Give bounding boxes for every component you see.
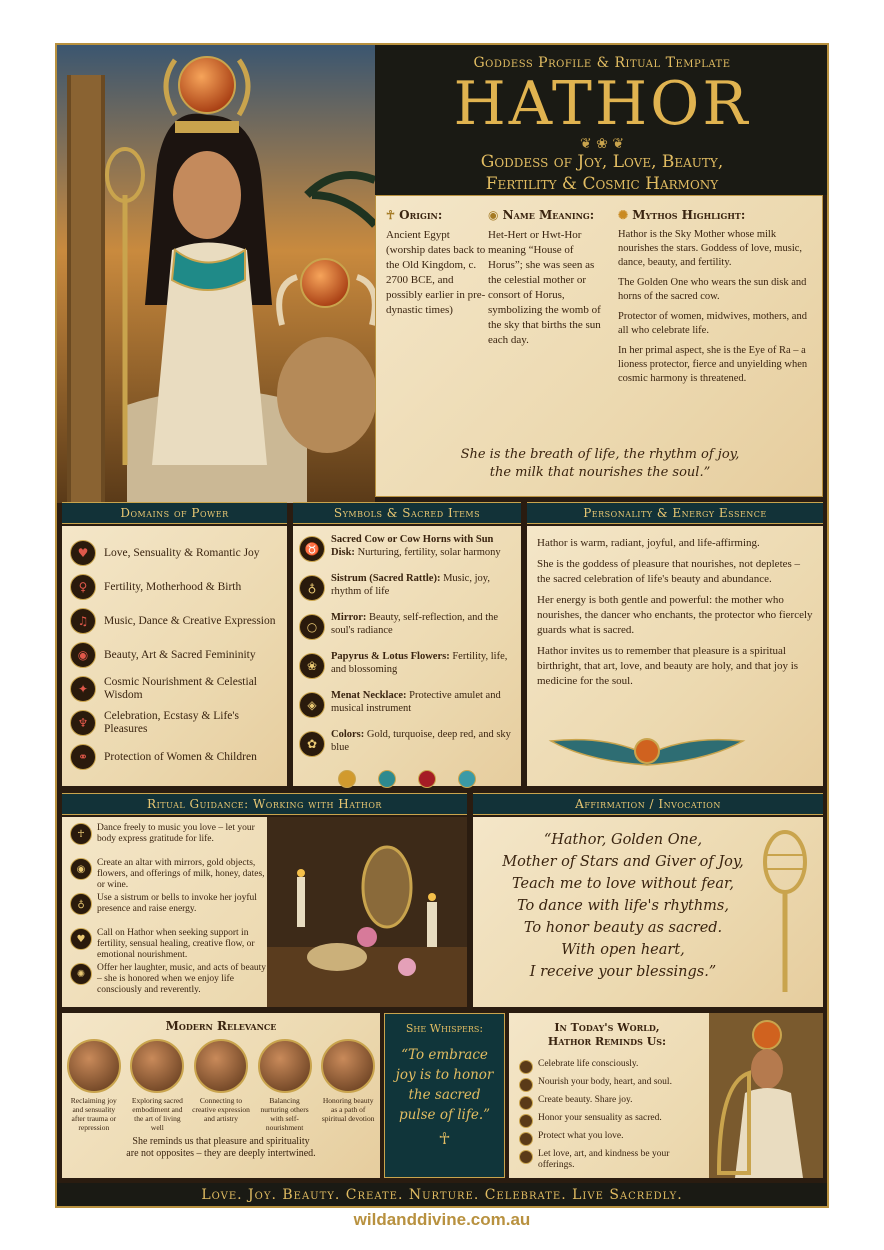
ritual-text: Offer her laughter, music, and acts of beauty – she is honored when we enjoy life consciously and reverently. xyxy=(97,963,267,995)
ritual-icon: ♥ xyxy=(70,928,92,950)
symbol-icon: ❀ xyxy=(299,653,325,679)
domains-list xyxy=(70,536,279,774)
bullet-icon xyxy=(519,1060,533,1074)
personality-paragraph: She is the goddess of pleasure that nourishes, not depletes – the sacred celebration of life's beauty and abundance. xyxy=(537,558,801,585)
color-swatch xyxy=(338,770,356,788)
symbol-item xyxy=(299,690,515,729)
affirmation-line: To honor beauty as sacred. xyxy=(523,920,723,936)
color-swatches xyxy=(299,770,515,788)
modern-image xyxy=(258,1039,312,1093)
domain-label: Music, Dance & Creative Expression xyxy=(104,614,276,627)
ankh-icon: ☥ xyxy=(386,208,395,222)
ankh-icon: ☥ xyxy=(438,1129,451,1148)
affirmation-line: With open heart, xyxy=(561,942,685,958)
ritual-text: Use a sistrum or bells to invoke her joyful presence and raise energy. xyxy=(97,893,257,914)
ritual-list-wrap xyxy=(70,823,270,998)
whispers-text xyxy=(385,1045,504,1125)
whisper-line: the sacred xyxy=(408,1087,481,1103)
domain-item xyxy=(70,672,279,706)
bullet-icon xyxy=(519,1096,533,1110)
whispers-heading: She Whispers: xyxy=(405,1022,484,1035)
modern-heading: Modern Relevance xyxy=(165,1019,277,1033)
modern-image xyxy=(194,1039,248,1093)
motto-band: Love. Joy. Beauty. Create. Nurture. Celebrate. Live Sacredly. xyxy=(57,1183,827,1208)
mythos-label: Mythos Highlight: xyxy=(632,208,746,222)
reminds-item xyxy=(519,1113,704,1129)
ritual-icon: ✺ xyxy=(70,963,92,985)
quote-line-1: She is the breath of life, the rhythm of joy, xyxy=(460,447,740,462)
domain-icon: ⚭ xyxy=(70,744,96,770)
name-block xyxy=(488,208,608,348)
ritual-item xyxy=(70,858,270,893)
symbol-title: Sacred Cow or Cow Horns with Sun Disk: xyxy=(331,534,494,558)
ritual-item xyxy=(70,823,270,858)
reminds-item xyxy=(519,1077,704,1093)
mythos-block xyxy=(618,208,816,392)
ritual-text: Create an altar with mirrors, gold objects, flowers, and offerings of milk, honey, dates, or wine. xyxy=(97,858,265,890)
domain-item xyxy=(70,604,279,638)
domain-icon: ◉ xyxy=(70,642,96,668)
domain-item xyxy=(70,740,279,774)
modern-items xyxy=(62,1039,380,1132)
ritual-text: Dance freely to music you love – let your body express gratitude for life. xyxy=(97,823,255,844)
reminds-text: Honor your sensuality as sacred. xyxy=(538,1113,662,1123)
domain-icon: ♆ xyxy=(70,710,96,736)
modern-caption: Exploring sacred embodiment and the art of living well xyxy=(131,1096,183,1132)
modern-image xyxy=(321,1039,375,1093)
mythos-heading xyxy=(618,208,816,222)
ritual-icon: ☥ xyxy=(70,823,92,845)
symbol-item xyxy=(299,729,515,768)
mythos-paragraph: Protector of women, midwives, mothers, and all who celebrate life. xyxy=(618,311,807,336)
domain-item xyxy=(70,570,279,604)
domain-label: Protection of Women & Children xyxy=(104,750,257,763)
symbol-text xyxy=(331,573,515,598)
eye-of-horus-icon: ◉ xyxy=(488,208,499,222)
modern-image xyxy=(67,1039,121,1093)
mythos-paragraph: Hathor is the Sky Mother whose milk nourishes the stars. Goddess of love, music, dance, beauty, and fertility. xyxy=(618,229,803,268)
domain-label: Cosmic Nourishment & Celestial Wisdom xyxy=(104,676,257,701)
domain-label: Fertility, Motherhood & Birth xyxy=(104,580,242,593)
bullet-icon xyxy=(519,1078,533,1092)
bullet-icon xyxy=(519,1150,533,1164)
symbol-text xyxy=(331,729,515,754)
personality-text xyxy=(537,536,813,689)
affirmation-line: “Hathor, Golden One, xyxy=(543,832,703,848)
domain-item xyxy=(70,638,279,672)
symbol-item xyxy=(299,534,515,573)
symbol-desc: Beauty, self-reflection, and the soul's radiance xyxy=(331,612,499,636)
domain-label: Celebration, Ecstasy & Life's Pleasures xyxy=(104,710,239,735)
symbol-text xyxy=(331,690,515,715)
modern-closing-2: are not opposites – they are deeply intertwined. xyxy=(126,1148,316,1159)
modern-caption: Honoring beauty as a path of spiritual devotion xyxy=(321,1096,375,1123)
symbol-desc: Nurturing, fertility, solar harmony xyxy=(357,546,501,558)
ritual-item xyxy=(70,963,270,998)
modern-item xyxy=(65,1039,123,1132)
symbol-title: Colors: xyxy=(331,729,365,740)
symbols-heading: Symbols & Sacred Items xyxy=(293,502,521,524)
ritual-icon: ♁ xyxy=(70,893,92,915)
personality-panel xyxy=(527,526,823,786)
symbol-title: Menat Necklace: xyxy=(331,690,407,701)
modern-item xyxy=(256,1039,314,1132)
mythos-paragraph: In her primal aspect, she is the Eye of Ra – a lioness protector, fierce and unyielding when cosmic harmony is threatened. xyxy=(618,345,808,384)
modern-panel xyxy=(62,1013,380,1178)
page-title: HATHOR xyxy=(453,69,751,139)
symbols-panel xyxy=(293,526,521,786)
symbol-desc: Fertility, life, and blossoming xyxy=(331,651,508,675)
domain-item xyxy=(70,706,279,740)
reminds-text: Let love, art, and kindness be your offerings. xyxy=(538,1149,670,1170)
symbol-text xyxy=(331,534,515,559)
color-swatch xyxy=(378,770,396,788)
modern-caption: Connecting to creative expression and artistry xyxy=(192,1096,250,1123)
symbol-desc: Protective amulet and musical instrument xyxy=(331,690,501,714)
affirmation-line: Mother of Stars and Giver of Joy, xyxy=(502,854,744,870)
symbol-title: Papyrus & Lotus Flowers: xyxy=(331,651,450,662)
altar-illustration xyxy=(267,817,467,1007)
subtitle-2: Fertility & Cosmic Harmony xyxy=(485,174,719,194)
modern-item xyxy=(192,1039,250,1132)
reminds-text: Celebrate life consciously. xyxy=(538,1059,639,1069)
modern-item xyxy=(128,1039,186,1132)
ritual-icon: ◉ xyxy=(70,858,92,880)
domain-item xyxy=(70,536,279,570)
modern-item xyxy=(319,1039,377,1132)
symbols-list xyxy=(299,534,515,768)
personality-heading: Personality & Energy Essence xyxy=(527,502,823,524)
modern-closing-1: She reminds us that pleasure and spirituality xyxy=(132,1136,310,1147)
symbol-text xyxy=(331,612,515,637)
color-swatch xyxy=(458,770,476,788)
name-label: Name Meaning: xyxy=(502,208,595,222)
symbol-title: Sistrum (Sacred Rattle): xyxy=(331,573,441,584)
color-swatch xyxy=(418,770,436,788)
reminds-item xyxy=(519,1095,704,1111)
affirmation-line: Teach me to love without fear, xyxy=(512,876,734,892)
symbol-item xyxy=(299,573,515,612)
winged-sun-icon xyxy=(547,731,747,777)
affirmation-text xyxy=(493,829,753,983)
modern-closing xyxy=(62,1136,380,1160)
whisper-line: “To embrace xyxy=(401,1047,488,1063)
reminds-text: Nourish your body, heart, and soul. xyxy=(538,1077,672,1087)
whisper-line: joy is to honor xyxy=(395,1067,494,1083)
reminds-heading-2: Hathor Reminds Us: xyxy=(547,1035,667,1048)
intro-panel xyxy=(375,195,823,497)
symbol-icon: ○ xyxy=(299,614,325,640)
domains-heading: Domains of Power xyxy=(62,502,287,524)
domain-icon: ♫ xyxy=(70,608,96,634)
name-text: Het-Hert or Hwt-Hor meaning “House of Horus”; she was seen as the celestial mother or consort of Horus, symbolizing the womb of the sky that births the sun each day. xyxy=(488,229,601,346)
modern-caption: Balancing nurturing others with self-nourishment xyxy=(260,1096,309,1132)
ritual-list xyxy=(70,823,270,998)
personality-paragraph: Hathor is warm, radiant, joyful, and life-affirming. xyxy=(537,537,760,549)
reminds-heading-1: In Today's World, xyxy=(554,1021,660,1034)
sistrum-icon xyxy=(753,827,817,997)
subtitle-1: Goddess of Joy, Love, Beauty, xyxy=(480,152,724,172)
domain-icon: ♥ xyxy=(70,540,96,566)
origin-block xyxy=(386,208,486,318)
reminds-item xyxy=(519,1131,704,1147)
domains-panel xyxy=(62,526,287,786)
affirmation-line: I receive your blessings.” xyxy=(529,964,717,980)
website-link[interactable]: wildanddivine.com.au xyxy=(353,1210,531,1229)
ritual-item xyxy=(70,893,270,928)
symbol-desc: Music, joy, rhythm of life xyxy=(331,573,490,597)
mythos-text xyxy=(618,228,816,386)
ritual-text: Call on Hathor when seeking support in fertility, sensual healing, creative flow, or emotional nourishment. xyxy=(97,928,255,960)
affirmation-line: To dance with life's rhythms, xyxy=(517,898,729,914)
reminds-text: Create beauty. Share joy. xyxy=(538,1095,633,1105)
symbol-item xyxy=(299,612,515,651)
personality-paragraph: Her energy is both gentle and powerful: the mother who nourishes, the dancer who enchants, the protector who fiercely guards what is sacred. xyxy=(537,594,813,636)
reminds-heading xyxy=(517,1021,697,1049)
harpist-illustration xyxy=(709,1013,823,1178)
sun-icon: ✺ xyxy=(618,208,629,222)
personality-paragraph: Hathor invites us to remember that pleasure is a spiritual birthright, that art, love, and beauty are holy, and that joy is medicine for the soul. xyxy=(537,645,799,687)
domain-icon: ✦ xyxy=(70,676,96,702)
reminds-item xyxy=(519,1059,704,1075)
symbol-icon: ✿ xyxy=(299,731,325,757)
symbol-icon: ♁ xyxy=(299,575,325,601)
modern-image xyxy=(130,1039,184,1093)
whispers-panel xyxy=(384,1013,505,1178)
domain-icon: ♀ xyxy=(70,574,96,600)
ritual-item xyxy=(70,928,270,963)
domain-label: Love, Sensuality & Romantic Joy xyxy=(104,546,260,559)
intro-quote xyxy=(376,446,824,482)
kicker: Goddess Profile & Ritual Template xyxy=(473,55,731,71)
ritual-panel xyxy=(62,817,467,1007)
origin-label: Origin: xyxy=(399,208,443,222)
modern-caption: Reclaiming joy and sensuality after trauma or repression xyxy=(70,1096,117,1132)
symbol-item xyxy=(299,651,515,690)
symbol-icon: ◈ xyxy=(299,692,325,718)
symbol-desc: Gold, turquoise, deep red, and sky blue xyxy=(331,729,511,753)
poster xyxy=(55,43,829,1208)
goddess-illustration xyxy=(57,45,375,503)
bullet-icon xyxy=(519,1132,533,1146)
affirmation-heading: Affirmation / Invocation xyxy=(473,793,823,815)
symbol-text xyxy=(331,651,515,676)
symbol-title: Mirror: xyxy=(331,612,367,623)
mythos-paragraph: The Golden One who wears the sun disk and horns of the sacred cow. xyxy=(618,277,807,302)
affirmation-panel xyxy=(473,817,823,1007)
header xyxy=(375,45,829,195)
name-heading xyxy=(488,208,608,222)
reminds-panel xyxy=(509,1013,823,1178)
domain-label: Beauty, Art & Sacred Femininity xyxy=(104,648,256,661)
origin-text: Ancient Egypt (worship dates back to the Old Kingdom, c. 2700 BCE, and possibly earlier in pre-dynastic times) xyxy=(386,229,486,316)
quote-line-2: the milk that nourishes the soul.” xyxy=(489,465,711,480)
bullet-icon xyxy=(519,1114,533,1128)
reminds-item xyxy=(519,1149,704,1171)
ritual-heading: Ritual Guidance: Working with Hathor xyxy=(62,793,467,815)
lotus-divider-icon: ❦ ❀ ❦ xyxy=(579,136,625,152)
reminds-list xyxy=(519,1059,704,1173)
origin-heading xyxy=(386,208,486,222)
reminds-text: Protect what you love. xyxy=(538,1131,624,1141)
whisper-line: pulse of life.” xyxy=(398,1107,491,1123)
symbol-icon: ♉ xyxy=(299,536,325,562)
